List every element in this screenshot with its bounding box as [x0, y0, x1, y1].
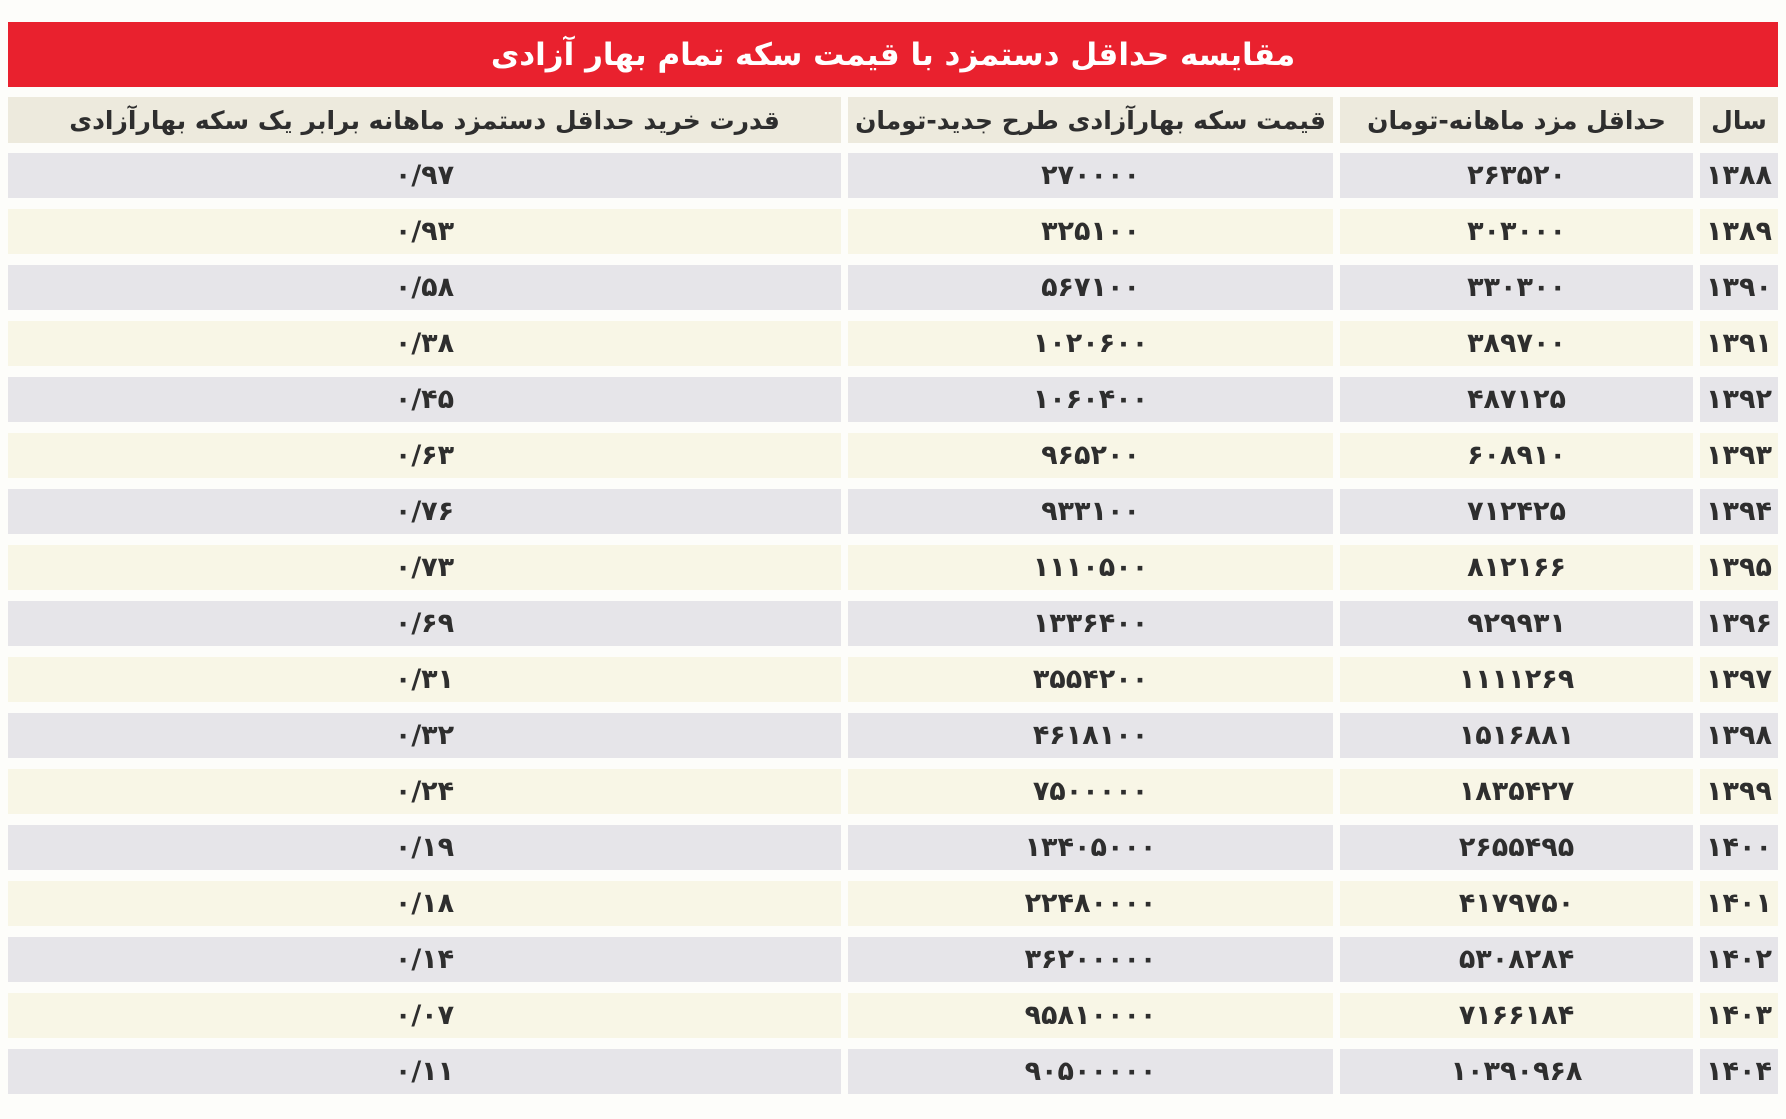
table-cell-wage: ۴۱۷۹۷۵۰ [1340, 881, 1693, 926]
table-cell-year: ۱۳۹۳ [1700, 433, 1778, 478]
table-cell-wage: ۱۵۱۶۸۸۱ [1340, 713, 1693, 758]
table-cell-year: ۱۴۰۱ [1700, 881, 1778, 926]
table-cell-coin: ۱۰۲۰۶۰۰ [848, 321, 1333, 366]
table-cell-power: ۰/۹۳ [8, 209, 841, 254]
header-cell-wage: حداقل مزد ماهانه-تومان [1340, 97, 1693, 143]
table-cell-coin: ۵۶۷۱۰۰ [848, 265, 1333, 310]
table-cell-year: ۱۳۹۸ [1700, 713, 1778, 758]
page [0, 22, 1786, 1119]
table-cell-wage: ۵۳۰۸۲۸۴ [1340, 937, 1693, 982]
table-cell-wage: ۷۱۲۴۲۵ [1340, 489, 1693, 534]
table-cell-power: ۰/۵۸ [8, 265, 841, 310]
table-cell-power: ۰/۱۱ [8, 1049, 841, 1094]
table-cell-coin: ۱۰۶۰۴۰۰ [848, 377, 1333, 422]
table-cell-power: ۰/۰۷ [8, 993, 841, 1038]
table-cell-coin: ۹۰۵۰۰۰۰۰ [848, 1049, 1333, 1094]
table-cell-year: ۱۳۹۷ [1700, 657, 1778, 702]
table-cell-wage: ۸۱۲۱۶۶ [1340, 545, 1693, 590]
table-cell-coin: ۹۳۳۱۰۰ [848, 489, 1333, 534]
table-cell-year: ۱۳۹۲ [1700, 377, 1778, 422]
table-cell-year: ۱۳۹۴ [1700, 489, 1778, 534]
table-cell-wage: ۹۲۹۹۳۱ [1340, 601, 1693, 646]
table-cell-coin: ۱۳۴۰۵۰۰۰ [848, 825, 1333, 870]
table-cell-power: ۰/۱۹ [8, 825, 841, 870]
table-cell-wage: ۴۸۷۱۲۵ [1340, 377, 1693, 422]
data-table [8, 97, 1778, 1094]
table-cell-year: ۱۴۰۰ [1700, 825, 1778, 870]
table-cell-year: ۱۳۹۵ [1700, 545, 1778, 590]
table-cell-wage: ۱۱۱۱۲۶۹ [1340, 657, 1693, 702]
table-cell-power: ۰/۳۸ [8, 321, 841, 366]
table-cell-wage: ۲۶۳۵۲۰ [1340, 153, 1693, 198]
table-cell-wage: ۱۰۳۹۰۹۶۸ [1340, 1049, 1693, 1094]
title-bar [8, 22, 1778, 87]
table-cell-coin: ۹۵۸۱۰۰۰۰ [848, 993, 1333, 1038]
table-cell-year: ۱۳۸۹ [1700, 209, 1778, 254]
table-cell-wage: ۳۰۳۰۰۰ [1340, 209, 1693, 254]
table-cell-year: ۱۴۰۴ [1700, 1049, 1778, 1094]
table-cell-power: ۰/۷۳ [8, 545, 841, 590]
table-cell-year: ۱۴۰۳ [1700, 993, 1778, 1038]
table-cell-wage: ۳۸۹۷۰۰ [1340, 321, 1693, 366]
header-cell-purchasing-power: قدرت خرید حداقل دستمزد ماهانه برابر یک سکه بهارآزادی [8, 97, 841, 143]
table-cell-year: ۱۳۹۱ [1700, 321, 1778, 366]
table-cell-coin: ۳۶۲۰۰۰۰۰ [848, 937, 1333, 982]
table-cell-power: ۰/۱۸ [8, 881, 841, 926]
table-cell-wage: ۶۰۸۹۱۰ [1340, 433, 1693, 478]
table-cell-power: ۰/۱۴ [8, 937, 841, 982]
table-cell-year: ۱۳۹۹ [1700, 769, 1778, 814]
table-cell-wage: ۱۸۳۵۴۲۷ [1340, 769, 1693, 814]
table-cell-coin: ۷۵۰۰۰۰۰ [848, 769, 1333, 814]
table-cell-coin: ۳۵۵۴۲۰۰ [848, 657, 1333, 702]
table-cell-power: ۰/۲۴ [8, 769, 841, 814]
header-cell-year: سال [1700, 97, 1778, 143]
table-cell-coin: ۲۲۴۸۰۰۰۰ [848, 881, 1333, 926]
table-cell-wage: ۲۶۵۵۴۹۵ [1340, 825, 1693, 870]
table-cell-wage: ۷۱۶۶۱۸۴ [1340, 993, 1693, 1038]
table-cell-coin: ۲۷۰۰۰۰ [848, 153, 1333, 198]
table-cell-coin: ۹۶۵۲۰۰ [848, 433, 1333, 478]
table-cell-power: ۰/۶۳ [8, 433, 841, 478]
table-cell-power: ۰/۹۷ [8, 153, 841, 198]
table-cell-power: ۰/۳۱ [8, 657, 841, 702]
table-cell-coin: ۴۶۱۸۱۰۰ [848, 713, 1333, 758]
table-cell-year: ۱۴۰۲ [1700, 937, 1778, 982]
table-cell-power: ۰/۴۵ [8, 377, 841, 422]
table-cell-coin: ۱۱۱۰۵۰۰ [848, 545, 1333, 590]
table-cell-coin: ۱۳۳۶۴۰۰ [848, 601, 1333, 646]
table-cell-year: ۱۳۸۸ [1700, 153, 1778, 198]
table-cell-coin: ۳۲۵۱۰۰ [848, 209, 1333, 254]
table-cell-power: ۰/۷۶ [8, 489, 841, 534]
table-cell-wage: ۳۳۰۳۰۰ [1340, 265, 1693, 310]
table-cell-power: ۰/۳۲ [8, 713, 841, 758]
header-cell-coin-price: قیمت سکه بهارآزادی طرح جدید-تومان [848, 97, 1333, 143]
table-cell-year: ۱۳۹۰ [1700, 265, 1778, 310]
table-cell-year: ۱۳۹۶ [1700, 601, 1778, 646]
table-cell-power: ۰/۶۹ [8, 601, 841, 646]
page-title: مقایسه حداقل دستمزد با قیمت سکه تمام بهار آزادی [490, 36, 1296, 73]
